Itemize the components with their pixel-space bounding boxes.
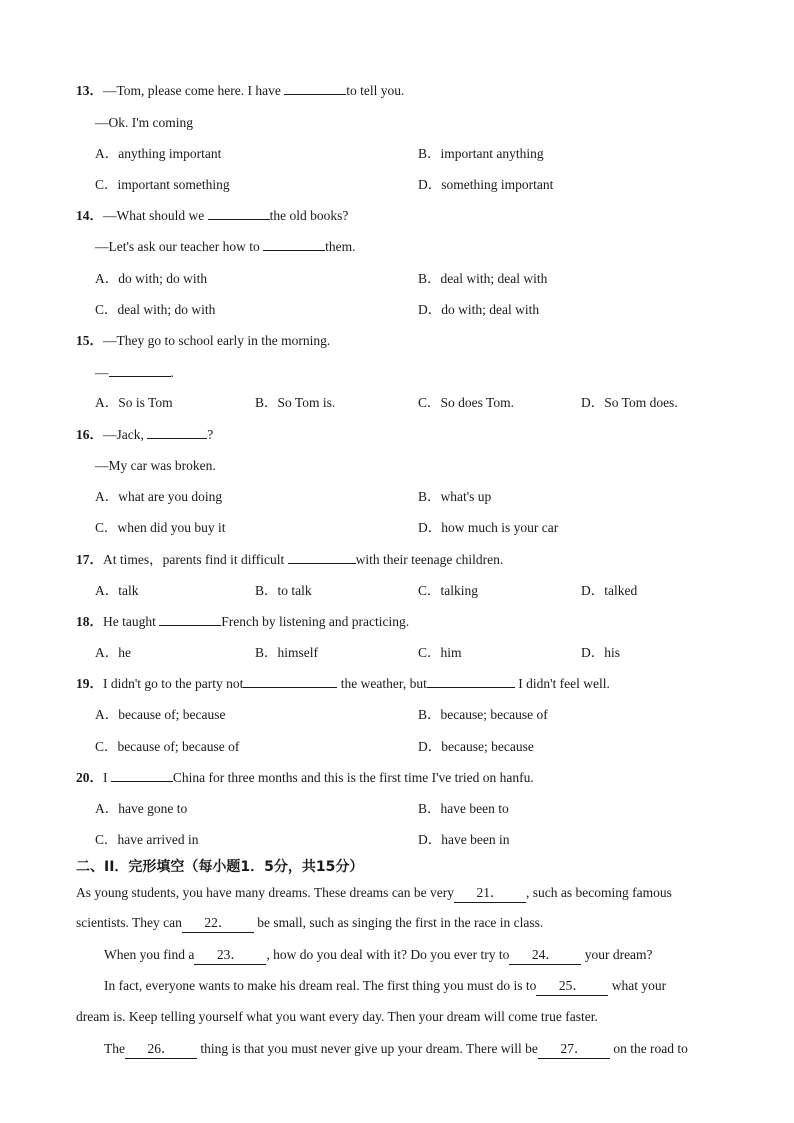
question-number: 15．: [76, 333, 103, 348]
option-b[interactable]: B．himself: [255, 645, 318, 660]
cloze-blank-27[interactable]: 27．: [538, 1040, 610, 1059]
answer-blank[interactable]: [159, 613, 221, 626]
question-16-reply: —My car was broken.: [95, 458, 216, 473]
option-b[interactable]: B．deal with; deal with: [418, 271, 548, 286]
cloze-blank-25[interactable]: 25．: [536, 977, 608, 996]
cloze-blank-24[interactable]: 24．: [509, 946, 581, 965]
passage-line: As young students, you have many dreams. These dreams can be very 21． , such as becoming famous: [76, 884, 672, 903]
answer-blank[interactable]: [427, 675, 515, 688]
answer-blank[interactable]: [288, 551, 356, 564]
option-b[interactable]: B．to talk: [255, 583, 312, 598]
option-d[interactable]: D．talked: [581, 583, 638, 598]
section-heading: 二、II．完形填空（每小题1．5分，共15分）: [76, 859, 364, 875]
question-13-reply: —Ok. I'm coming: [95, 115, 194, 130]
option-b[interactable]: B．have been to: [418, 801, 509, 816]
option-b[interactable]: B．what's up: [418, 489, 492, 504]
option-c[interactable]: C．have arrived in: [95, 832, 199, 847]
question-number: 14．: [76, 208, 103, 223]
option-b[interactable]: B．So Tom is.: [255, 395, 336, 410]
option-d[interactable]: D．because; because: [418, 739, 534, 754]
question-18-stem: 18．He taught French by listening and practicing.: [76, 614, 410, 629]
cloze-blank-26[interactable]: 26．: [125, 1040, 197, 1059]
option-d[interactable]: D．how much is your car: [418, 520, 559, 535]
option-a[interactable]: A．So is Tom: [95, 395, 173, 410]
option-c[interactable]: C．him: [418, 645, 462, 660]
option-a[interactable]: A．have gone to: [95, 801, 188, 816]
answer-blank[interactable]: [208, 207, 270, 220]
question-15-reply: — .: [95, 365, 174, 380]
question-13-stem: 13．—Tom, please come here. I have to tell you.: [76, 83, 405, 98]
option-a[interactable]: A．anything important: [95, 146, 222, 161]
cloze-blank-23[interactable]: 23．: [194, 946, 266, 965]
option-c[interactable]: C．So does Tom.: [418, 395, 514, 410]
question-19-stem: 19．I didn't go to the party not the weather, but I didn't feel well.: [76, 676, 610, 691]
answer-blank[interactable]: [109, 364, 171, 377]
answer-blank[interactable]: [263, 238, 325, 251]
option-a[interactable]: A．talk: [95, 583, 139, 598]
passage-line: In fact, everyone wants to make his dream real. The first thing you must do is to 25． what your: [104, 977, 666, 996]
cloze-blank-22[interactable]: 22．: [182, 914, 254, 933]
question-17-stem: 17．At times，parents find it difficult with their teenage children.: [76, 552, 504, 567]
option-a[interactable]: A．do with; do with: [95, 271, 208, 286]
answer-blank[interactable]: [111, 769, 173, 782]
question-number: 13．: [76, 83, 103, 98]
question-number: 18．: [76, 614, 103, 629]
option-d[interactable]: D．have been in: [418, 832, 510, 847]
question-number: 16．: [76, 427, 103, 442]
option-d[interactable]: D．his: [581, 645, 621, 660]
answer-blank[interactable]: [284, 82, 346, 95]
passage-line: The 26． thing is that you must never give up your dream. There will be 27． on the road to: [104, 1040, 688, 1059]
option-d[interactable]: D．something important: [418, 177, 554, 192]
question-14-stem: 14．—What should we the old books?: [76, 208, 349, 223]
option-b[interactable]: B．because; because of: [418, 707, 548, 722]
option-a[interactable]: A．because of; because: [95, 707, 226, 722]
option-c[interactable]: C．talking: [418, 583, 478, 598]
cloze-blank-21[interactable]: 21．: [454, 884, 526, 903]
option-d[interactable]: D．do with; deal with: [418, 302, 540, 317]
option-a[interactable]: A．what are you doing: [95, 489, 223, 504]
option-d[interactable]: D．So Tom does.: [581, 395, 678, 410]
question-number: 17．: [76, 552, 103, 567]
question-15-stem: 15．—They go to school early in the morning.: [76, 333, 331, 348]
option-c[interactable]: C．because of; because of: [95, 739, 240, 754]
option-b[interactable]: B．important anything: [418, 146, 544, 161]
question-16-stem: 16．—Jack, ?: [76, 427, 214, 442]
passage-line: When you find a 23． , how do you deal with it? Do you ever try to 24． your dream?: [104, 946, 653, 965]
question-14-reply: —Let's ask our teacher how to them.: [95, 239, 356, 254]
passage-line: dream is. Keep telling yourself what you want every day. Then your dream will come true faster.: [76, 1009, 598, 1024]
option-c[interactable]: C．deal with; do with: [95, 302, 216, 317]
question-20-stem: 20．I China for three months and this is the first time I've tried on hanfu.: [76, 770, 534, 785]
passage-line: scientists. They can 22． be small, such as singing the first in the race in class.: [76, 914, 543, 933]
question-number: 19．: [76, 676, 103, 691]
question-number: 20．: [76, 770, 103, 785]
option-a[interactable]: A．he: [95, 645, 131, 660]
option-c[interactable]: C．when did you buy it: [95, 520, 226, 535]
option-c[interactable]: C．important something: [95, 177, 230, 192]
answer-blank[interactable]: [243, 675, 337, 688]
answer-blank[interactable]: [147, 426, 207, 439]
